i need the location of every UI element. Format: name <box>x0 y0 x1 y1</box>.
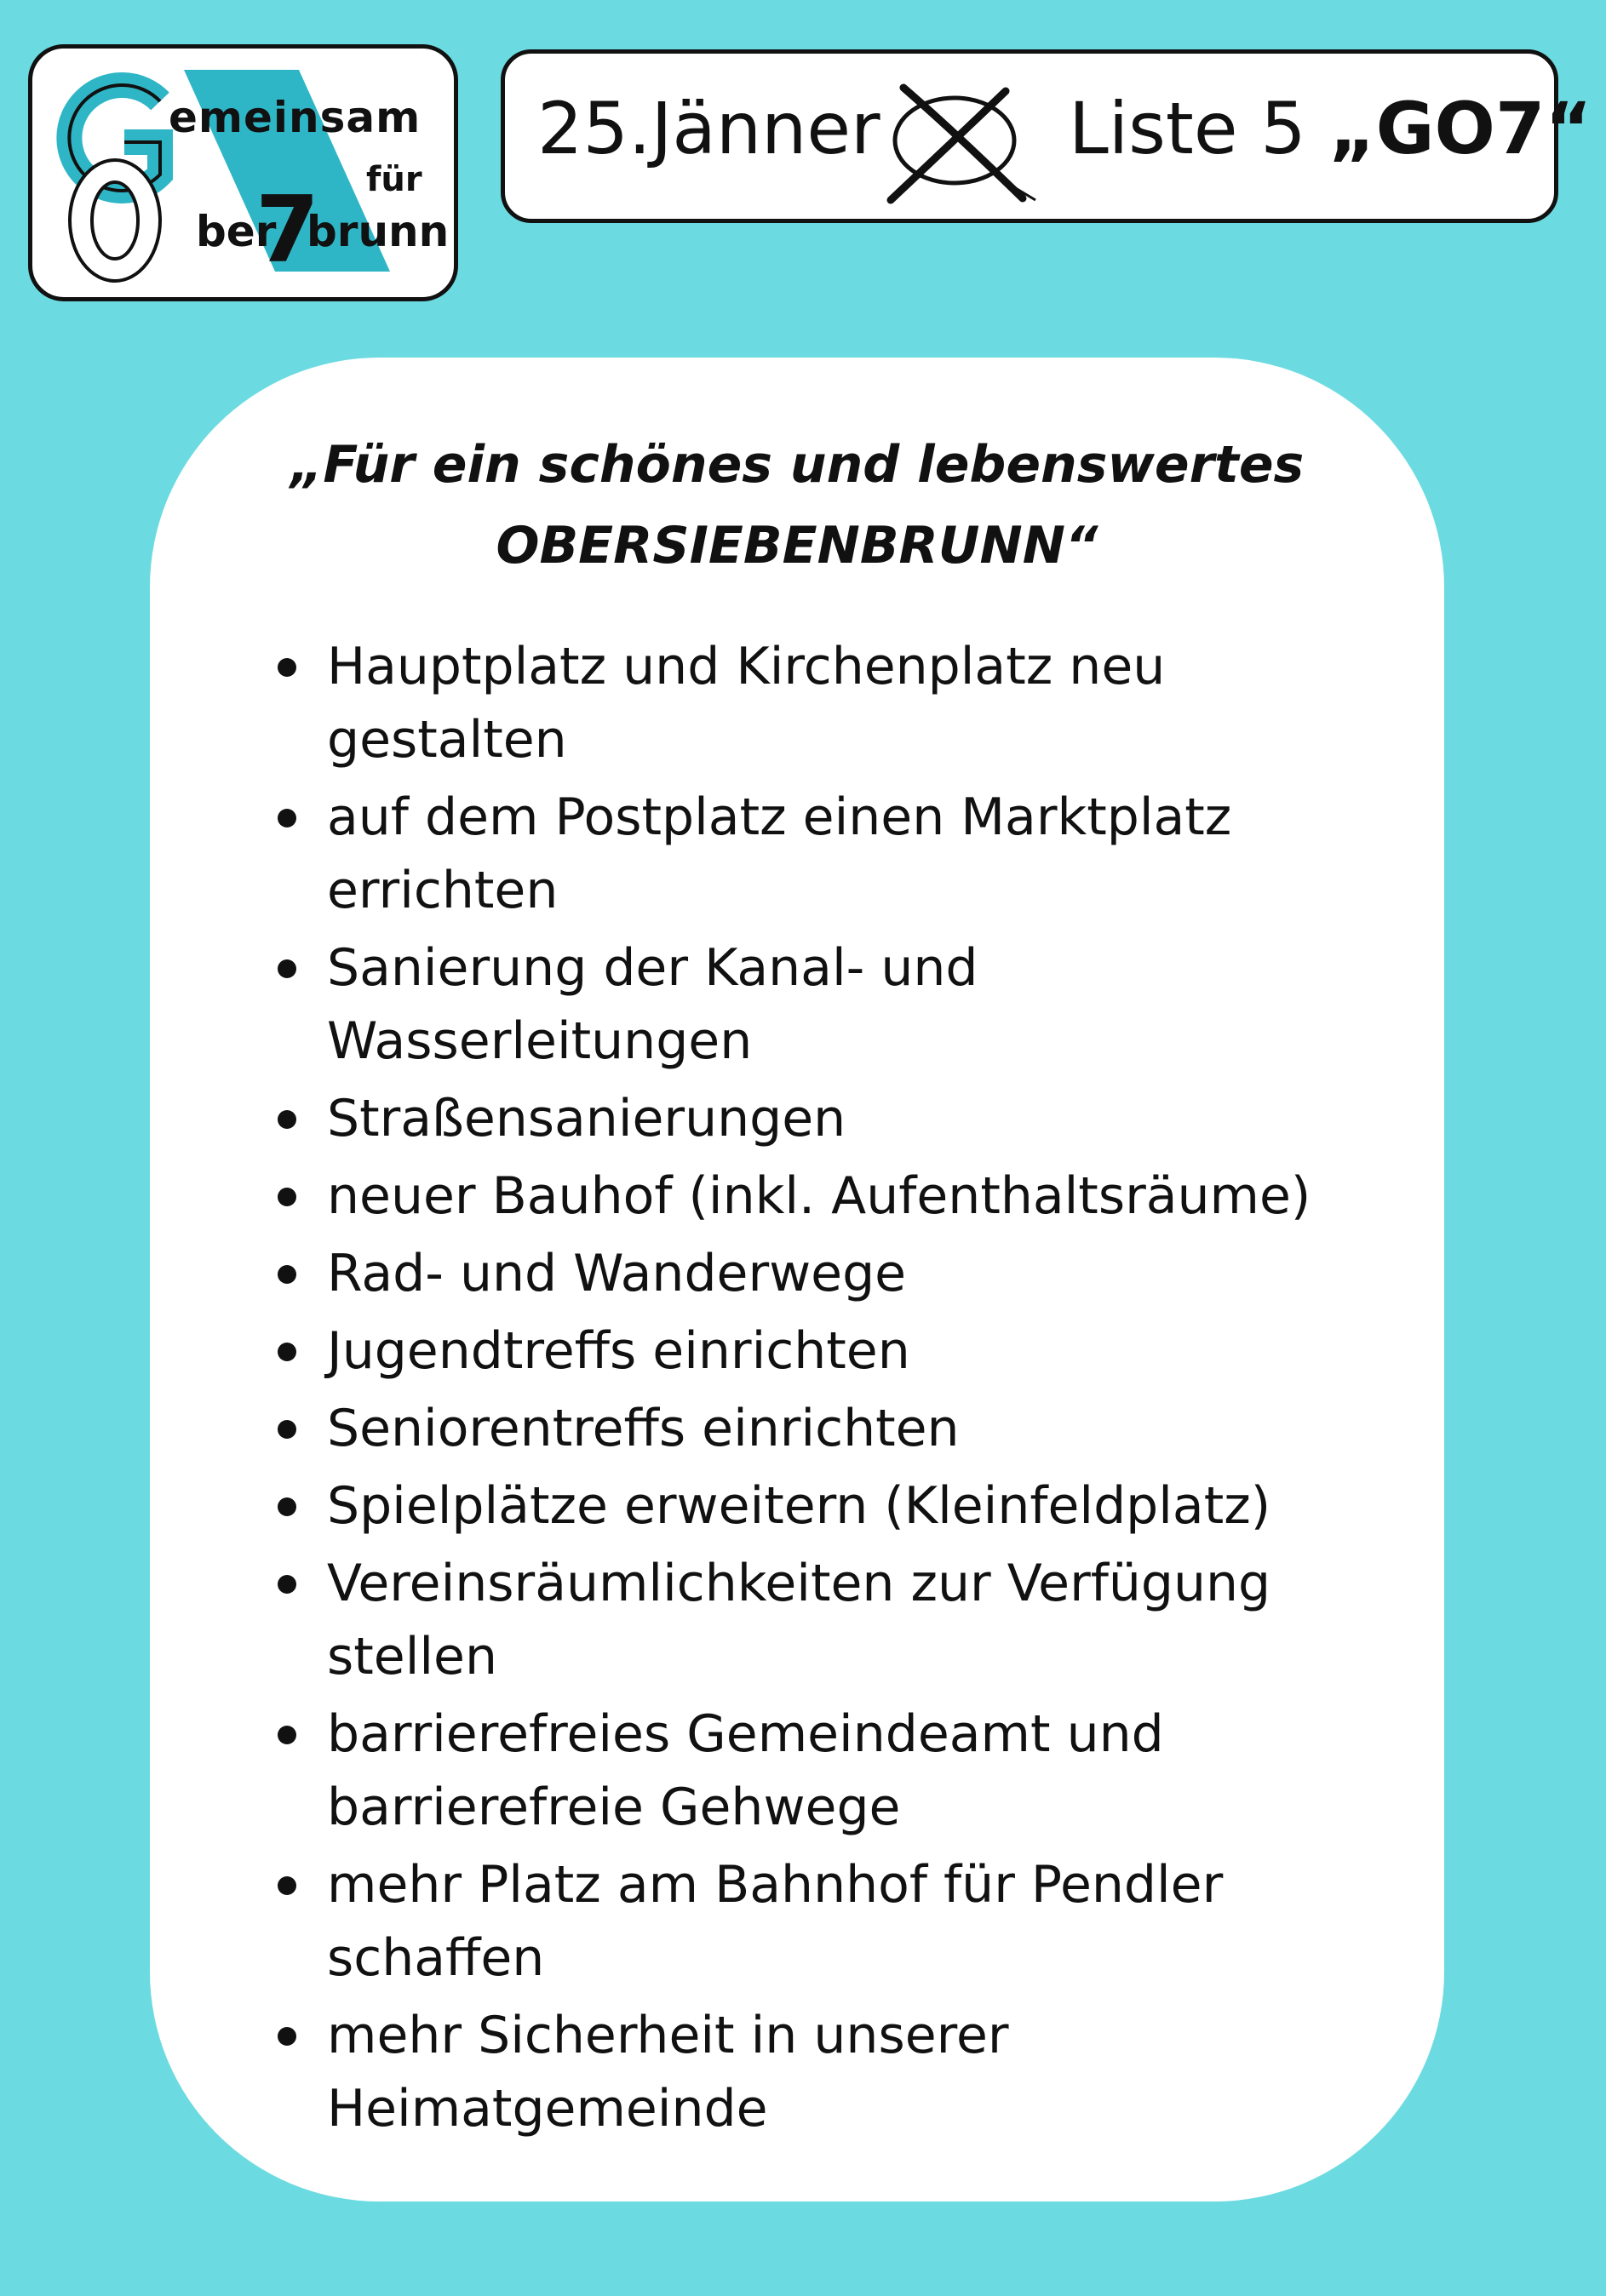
election-header <box>501 49 1592 223</box>
program-card <box>150 358 1444 2202</box>
goal-item <box>278 630 1410 776</box>
election-date: 25.Jänner <box>537 87 880 170</box>
goal-item <box>278 1848 1410 1995</box>
slogan-line-2: OBERSIEBENBRUNN“ <box>496 516 1098 575</box>
logo-word-ober: ber <box>196 207 277 256</box>
election-list <box>1069 88 1592 170</box>
bullet-icon <box>278 2027 296 2046</box>
logo-word-gemeinsam: emeinsam <box>169 93 422 142</box>
bullet-icon <box>278 1420 296 1439</box>
logo-word-brunn: brunn <box>307 207 450 256</box>
bullet-icon <box>278 1110 296 1129</box>
goal-text: auf dem Postplatz einen Marktplatz errichten <box>327 787 1232 920</box>
bullet-icon <box>278 1876 296 1895</box>
bullet-icon <box>278 809 296 827</box>
goal-text: barrierefreies Gemeindeamt und barrierefreie Gehwege <box>327 1704 1164 1837</box>
goal-text: neuer Bauhof (inkl. Aufenthaltsräume) <box>327 1166 1311 1226</box>
bullet-icon <box>278 1497 296 1516</box>
bullet-icon <box>278 959 296 978</box>
goal-text: Straßensanierungen <box>327 1089 846 1148</box>
bullet-icon <box>278 658 296 677</box>
goal-item <box>278 1392 1410 1465</box>
goal-text: Hauptplatz und Kirchenplatz neu gestalten <box>327 637 1166 770</box>
goal-item <box>278 1082 1410 1155</box>
election-list-name: „GO7“ <box>1328 87 1592 170</box>
goal-item <box>278 1314 1410 1388</box>
goals-list <box>278 630 1410 2150</box>
goal-text: mehr Platz am Bahnhof für Pendler schaffen <box>327 1855 1224 1988</box>
election-list-label: Liste 5 <box>1069 87 1329 170</box>
slogan-line-1: „Für ein schönes und lebenswertes <box>290 435 1305 495</box>
bullet-icon <box>278 1188 296 1206</box>
party-logo <box>28 44 458 301</box>
goal-item <box>278 1999 1410 2145</box>
goal-item <box>278 781 1410 927</box>
bullet-icon <box>278 1575 296 1594</box>
goal-text: Spielplätze erweitern (Kleinfeldplatz) <box>327 1476 1271 1536</box>
goal-text: Jugendtreffs einrichten <box>327 1321 910 1381</box>
logo-digit-seven: 7 <box>255 177 320 283</box>
ballot-cross-icon <box>878 72 1048 217</box>
goal-text: Seniorentreffs einrichten <box>327 1399 960 1458</box>
goal-item <box>278 931 1410 1078</box>
goal-text: mehr Sicherheit in unserer Heimatgemeinde <box>327 2006 1009 2139</box>
goal-item <box>278 1159 1410 1233</box>
goal-item <box>278 1469 1410 1543</box>
goal-item <box>278 1698 1410 1844</box>
logo-word-fuer: für <box>366 160 422 199</box>
bullet-icon <box>278 1726 296 1744</box>
goal-item <box>278 1237 1410 1310</box>
goal-text: Rad- und Wanderwege <box>327 1244 907 1303</box>
goal-text: Vereinsräumlichkeiten zur Verfügung stellen <box>327 1554 1271 1686</box>
bullet-icon <box>278 1265 296 1284</box>
goal-text: Sanierung der Kanal- und Wasserleitungen <box>327 938 978 1071</box>
goal-item <box>278 1547 1410 1693</box>
bullet-icon <box>278 1343 296 1361</box>
